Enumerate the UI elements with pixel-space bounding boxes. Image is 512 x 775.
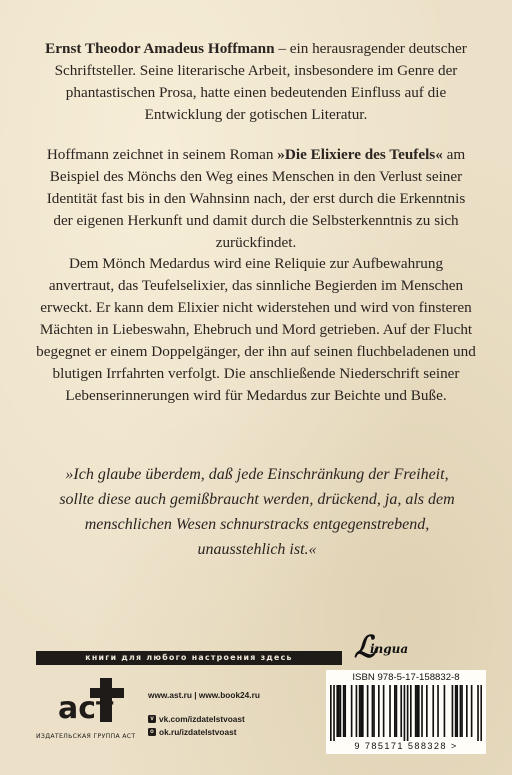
vk-icon: v bbox=[148, 715, 156, 723]
isbn-label: ISBN 978-5-17-158832-8 bbox=[352, 672, 460, 683]
barcode-bar bbox=[372, 685, 374, 737]
novel-paragraph-text: am Beispiel des Mönchs den Weg eines Menschen in den Verlust seiner Identität fast bis in den Wahnsinn nach, der erst durch die Erkenntnis der eigenen Herkunft und damit durch die Selbsterkenntnis zu sich zurückfindet. bbox=[46, 146, 466, 251]
barcode-bar bbox=[480, 685, 482, 741]
barcode bbox=[330, 685, 482, 741]
vk-row bbox=[148, 712, 318, 725]
barcode-bar bbox=[356, 685, 358, 737]
barcode-bar bbox=[359, 685, 361, 737]
author-paragraph-text: – ein herausragender deutscher Schriftsteller. Seine literarische Arbeit, insbesondere im Genre der phantastischen Prosa, hatte einen bedeutenden Einfluss auf die Entwicklung der gotischen Literatur. bbox=[54, 40, 467, 123]
barcode-bar bbox=[373, 685, 375, 737]
barcode-bar bbox=[432, 685, 434, 737]
barcode-bar bbox=[421, 685, 423, 737]
barcode-bar bbox=[333, 685, 335, 741]
barcode-bar bbox=[383, 685, 385, 737]
barcode-bar bbox=[418, 685, 420, 737]
barcode-bar bbox=[456, 685, 458, 737]
author-paragraph bbox=[36, 38, 476, 126]
barcode-bar bbox=[404, 685, 406, 741]
barcode-bar bbox=[367, 685, 369, 737]
tagline-banner: книги для любого настроения здесь bbox=[36, 651, 342, 665]
isbn-barcode-block bbox=[326, 670, 486, 754]
barcode-bar bbox=[426, 685, 428, 737]
barcode-bar bbox=[394, 685, 396, 737]
ok-icon: o bbox=[148, 728, 156, 736]
isbn-digits: 9 785171 588328 > bbox=[354, 741, 458, 751]
barcode-bar bbox=[378, 685, 380, 737]
barcode-bar bbox=[466, 685, 468, 737]
vk-link[interactable]: vk.com/izdatelstvoast bbox=[159, 713, 245, 724]
barcode-bar bbox=[471, 685, 473, 737]
barcode-bar bbox=[330, 685, 332, 741]
barcode-bar bbox=[410, 685, 412, 737]
novel-paragraph bbox=[36, 144, 476, 254]
ok-link[interactable]: ok.ru/izdatelstvoast bbox=[159, 726, 237, 737]
barcode-bar bbox=[461, 685, 463, 737]
websites-text[interactable]: www.ast.ru | www.book24.ru bbox=[148, 689, 260, 700]
barcode-bar bbox=[340, 685, 342, 737]
barcode-bar bbox=[336, 685, 338, 737]
publisher-caption: ИЗДАТЕЛЬСКАЯ ГРУППА АСТ bbox=[36, 733, 136, 740]
barcode-bar bbox=[437, 685, 439, 737]
barcode-bar bbox=[452, 685, 454, 737]
ast-logo-letters: aст bbox=[58, 691, 114, 726]
barcode-bar bbox=[455, 685, 457, 737]
barcode-bar bbox=[415, 685, 417, 737]
barcode-bar bbox=[460, 685, 462, 737]
barcode-bar bbox=[344, 685, 346, 737]
plot-paragraph: Dem Mönch Medardus wird eine Reliquie zur Aufbewahrung anvertraut, das Teufelselixier, das sinnliche Begierden im Menschen erweckt. Er kann dem Elixier nicht widerstehen und wird von finsteren Mächten in Liebeswahn, Ehebruch und Mord getrieben. Auf der Flucht begegnet er einem Doppelgänger, der ihn auf seinen fluchbeladenen und blutigen Irrfahrten verfolgt. Die anschließende Niederschrift seiner Lebenserinnerungen wird für Medardus zur Beichte und Buße. bbox=[36, 255, 476, 404]
novel-title: »Die Elixiere des Teufels« bbox=[277, 146, 443, 163]
barcode-bar bbox=[362, 685, 364, 737]
ok-row bbox=[148, 725, 318, 738]
barcode-bar bbox=[338, 685, 340, 737]
barcode-bar bbox=[343, 685, 345, 737]
barcode-bar bbox=[389, 685, 391, 737]
barcode-bar bbox=[407, 685, 409, 741]
quote: »Ich glaube überdem, daß jede Einschränkung der Freiheit, sollte diese auch gemißbraucht werden, drückend, ja, als dem menschlichen Wesen schnurstracks entgegenstrebend, unausstehlich ist.« bbox=[59, 466, 455, 558]
barcode-bar bbox=[416, 685, 418, 737]
barcode-bar bbox=[396, 685, 398, 737]
barcode-bar bbox=[360, 685, 362, 737]
ast-logo bbox=[56, 674, 136, 726]
lingua-logo: ℒ ingua bbox=[354, 630, 409, 665]
barcode-bar bbox=[351, 685, 353, 737]
author-name: Ernst Theodor Amadeus Hoffmann bbox=[45, 40, 275, 57]
barcode-bar bbox=[477, 685, 479, 741]
barcode-bar bbox=[444, 685, 446, 737]
websites-row bbox=[148, 688, 318, 701]
novel-paragraph-intro: Hoffmann zeichnet in seinem Roman bbox=[46, 146, 278, 163]
barcode-bar bbox=[400, 685, 402, 737]
publisher-contacts bbox=[148, 688, 318, 738]
